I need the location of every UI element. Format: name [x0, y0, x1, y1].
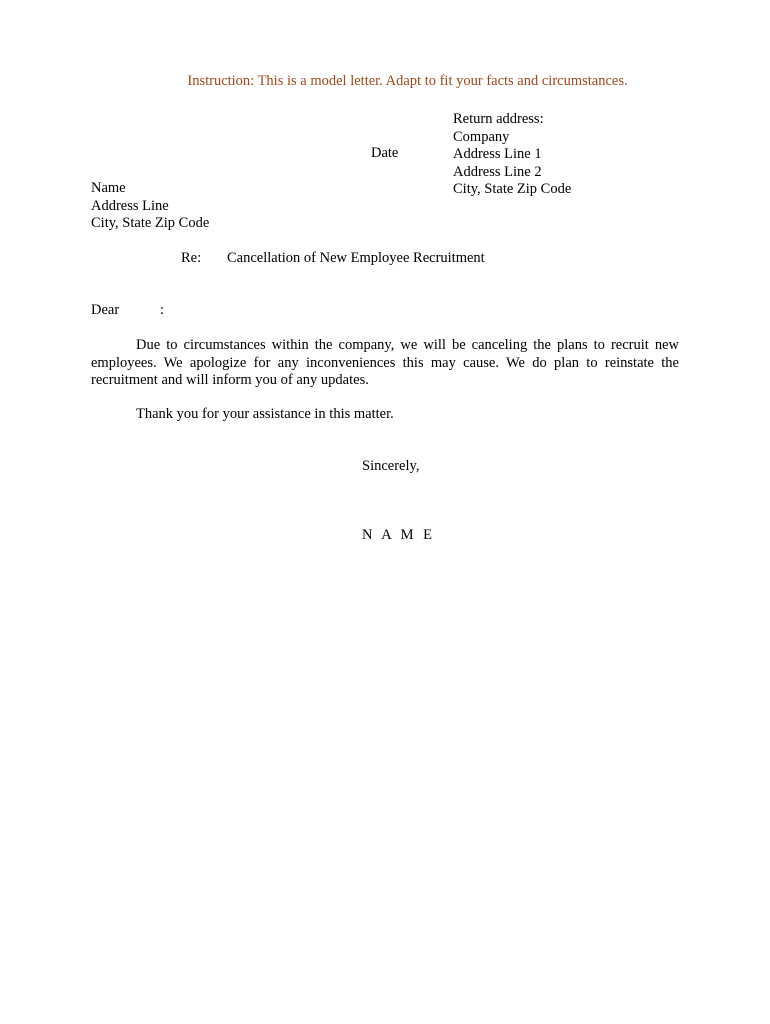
body-paragraph-1: Due to circumstances within the company, we will be canceling the plans to recruit new employees. We apologize for any inconveniences this may cause. We do plan to reinstate the recruitment and will inform you of any updates. — [91, 337, 679, 388]
recipient-address-line: Address Line — [91, 197, 169, 214]
recipient-name: Name — [91, 180, 126, 196]
recipient-city-state-zip: City, State Zip Code — [91, 215, 210, 231]
return-address-line-2: Address Line 2 — [453, 163, 542, 180]
recipient-address-block — [91, 180, 209, 233]
salutation-dear: Dear — [91, 302, 120, 318]
salutation-colon: : — [160, 302, 165, 318]
return-address-block — [453, 111, 571, 199]
letter-date: Date — [371, 145, 399, 161]
return-address-line-1: Address Line 1 — [453, 146, 542, 162]
closing: Sincerely, — [362, 458, 420, 474]
re-subject: Cancellation of New Employee Recruitment — [227, 250, 485, 266]
return-address-city-state-zip: City, State Zip Code — [453, 181, 572, 197]
signature-name: N A M E — [362, 527, 435, 543]
return-address-label: Return address: — [453, 111, 544, 127]
body-paragraph-2: Thank you for your assistance in this matter. — [136, 406, 394, 422]
return-address-company: Company — [453, 128, 510, 145]
instruction-note: Instruction: This is a model letter. Adapt to fit your facts and circumstances. — [187, 73, 628, 89]
re-label: Re: — [181, 250, 202, 266]
